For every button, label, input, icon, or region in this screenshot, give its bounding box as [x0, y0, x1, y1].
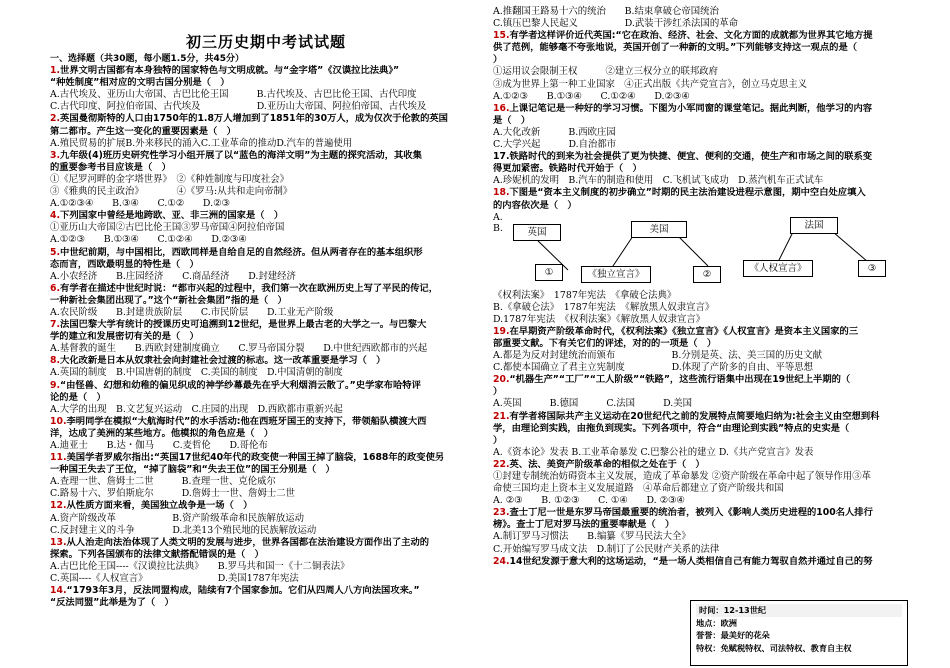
option-line	[493, 6, 908, 18]
line-text: C.路易十六、罗伯斯庇尔 D.詹姆士一世、詹姆士二世	[50, 488, 295, 500]
line-text: “由怪兽、幻想和幼稚的偏见织成的神学纱幕最先在乎大利烟消云散了。”史学家布哈特评	[60, 379, 421, 391]
option-line	[493, 544, 908, 556]
line-text: ①封建专制统治妨碍资本主义发展，造成了革命暴发 ②资产阶级在革命中起了领导作用③革	[493, 471, 871, 482]
option-line	[493, 471, 908, 483]
question-line	[493, 103, 908, 115]
line-text: 榜》。查士丁尼对罗马法的重要奉献是（ ）	[493, 519, 675, 531]
line-text: C.大学兴起 D.自治都市	[493, 139, 617, 151]
line-text: 14世纪发源于意大利的这场运动，“是一场人类相信自己有能力驾驭自然并通过自己的努	[509, 555, 873, 567]
question-line	[493, 326, 908, 338]
line-text: A.制订罗马习惯法 B.编纂《罗马民法大全》	[493, 531, 691, 543]
question-line	[50, 247, 482, 259]
line-text: ）	[493, 54, 503, 66]
line-text: C.反封建主义的斗争 D.北美13个殖民地的民族解放运动	[50, 524, 317, 536]
diagram-box-1: ①	[535, 264, 563, 281]
line-text: 探索。下列各国颁布的法律文献搭配错误的是（ ）	[50, 548, 264, 560]
question-number: 5.	[50, 246, 61, 258]
diagram-country-fr: 法国	[790, 217, 838, 234]
line-text: A.古巴比伦王国----《汉谟拉比法典》 B.罗马共和国一《十二铜表法》	[50, 560, 350, 572]
line-text: A.大化改新 B.西欧庄园	[493, 126, 616, 138]
line-text: C.镇压巴黎人民起义 D.武装干涉红杀法国的革命	[493, 18, 738, 30]
line-text: 有学者在描述中世纪时说：“都市兴起的过程中，我们第一次在欧洲历史上写了平民的传记，	[60, 282, 439, 294]
line-text: “反法同盟”此举是为了（ ）	[50, 597, 174, 609]
option-line	[493, 350, 908, 362]
option-line	[50, 367, 482, 379]
question-line	[50, 428, 482, 440]
left-column	[50, 6, 482, 609]
line-text: 第二都市。产生这一变化的重要因素是（ ）	[50, 125, 236, 137]
question-line	[493, 115, 908, 127]
option-line	[50, 89, 482, 101]
right-question-list-top	[493, 6, 908, 212]
line-text: 命使三国均走上资本主义发展道路 ④革命后都建立了资产阶级共和国	[493, 483, 784, 495]
line-text: 中世纪前期，与中国相比，西欧同样是自给自足的自然经济。但从两者存在的基本组织形	[60, 246, 423, 258]
question-number: 13.	[50, 536, 67, 548]
question-number: 12.	[50, 500, 67, 512]
diagram-box-rights: 《人权宣言》	[743, 260, 813, 277]
line-text: A.农民阶级 B.封建贵族阶层 C.市民阶层 D.工业无产阶级	[50, 306, 334, 318]
line-text: ）	[493, 434, 503, 446]
question-number: 19.	[493, 325, 510, 337]
option-line	[493, 290, 908, 302]
section-heading: 一、选择题（共30题，每小题1.5分，共45分）	[50, 54, 244, 64]
line-text: 《权利法案》 1787年宪法 《拿破仑法典》	[493, 289, 677, 301]
question-line	[50, 210, 482, 222]
line-text: 一种国王失去了王位，“掉了脑袋”和“失去王位”的国王分别是（ ）	[50, 464, 335, 476]
right-question-list-bottom	[493, 290, 908, 568]
line-text: A.英国 B.德国 C.法国 D.美国	[493, 398, 692, 410]
line-text: D.1787年宪法 《权利法案》《解放黑人奴隶宣言》	[493, 313, 706, 325]
diagram-country-us: 美国	[631, 221, 687, 238]
line-text: A.珍妮机的发明 B.汽车的制造和使用 C.飞机试飞成功 D.蒸汽机车正式试车	[493, 175, 824, 187]
line-text: “机器生产”“工厂”“工人阶级”“铁路”，这些流行语集中出现在19世纪上半期的（	[509, 374, 851, 386]
line-text: A.①②③ B.①③④ C.①②④ D.②③④	[493, 90, 690, 102]
info-place: 地点：欧洲	[696, 617, 737, 628]
question-line	[50, 452, 482, 464]
question-line	[50, 162, 482, 174]
question-line	[50, 597, 482, 609]
line-text: A.都是为反对封建统治而颁布 B.分别是英、法、美三国的历史文献	[493, 350, 822, 362]
option-line	[493, 79, 908, 91]
question-line	[493, 435, 908, 447]
question-line	[50, 331, 482, 343]
right-column	[493, 6, 908, 568]
line-text: ①运用议会限制王权 ②建立三权分立的联邦政府	[493, 66, 719, 78]
line-text: A. ②③ B. ①②③ C. ①④ D. ②③④	[493, 495, 685, 507]
line-text: ①《尼罗河畔的金字塔世界》 ②《种姓制度与印度社会》	[50, 173, 290, 185]
option-line	[493, 91, 908, 103]
line-text: A.①②③④ B.③④ C.①② D.②③	[50, 198, 230, 210]
question-number: 8.	[50, 355, 61, 367]
line-text: 下图是“资本主义制度的初步确立”时期的民主法治建设进程示意图，期中空白处应填入	[509, 187, 866, 199]
option-line	[493, 18, 908, 30]
question-number: 2.	[50, 113, 61, 125]
question-line	[50, 283, 482, 295]
line-text: 从性质方面来看，美国独立战争是一场（ ）	[66, 500, 253, 512]
info-time: 时间：12-13世纪	[696, 604, 902, 617]
option-line	[50, 271, 482, 283]
question-number: 7.	[50, 319, 61, 331]
option-line	[493, 483, 908, 495]
question-line	[493, 423, 908, 435]
line-text: 得更加紧密。铁路时代开始于（ ）	[493, 163, 642, 175]
option-line	[50, 573, 482, 585]
question-line	[493, 411, 908, 423]
line-text: 在早期资产阶级革命时代，《权利法案》《独立宣言》《人权宣言》是资本主义国家的三	[509, 325, 859, 337]
line-text: ③成为世界上第一种工业国家 ④正式出版《共产党宣言》，创立马克思主义	[493, 78, 808, 90]
question-number: 14.	[50, 585, 67, 597]
line-text: A.小农经济 B.庄园经济 C.商品经济 D.封建经济	[50, 270, 296, 282]
question-line	[50, 65, 482, 77]
legal-progress-diagram	[493, 211, 908, 288]
question-line	[493, 163, 908, 175]
option-line	[493, 66, 908, 78]
question-line	[493, 507, 908, 519]
line-text: 李明同学在模拟“大航海时代”的水手活动:他在西班牙国王的支持下，带领船队横渡大西	[66, 415, 427, 427]
line-text: 态而言，西欧最明显的特性是（ ）	[50, 258, 199, 270]
question-line	[493, 338, 908, 350]
left-question-list	[50, 65, 482, 609]
line-text: 查士丁尼一世是东罗马帝国最重要的统治者，被列入《影响人类历史进程的100名人排行	[509, 507, 873, 519]
question-line	[50, 380, 482, 392]
line-text: A.资产阶级改革 B.资产阶级革命和民族解放运动	[50, 512, 304, 524]
diagram-box-2: ②	[693, 266, 721, 283]
line-text: A.推翻国王路易十六的统治 B.结束拿破仑帝国统治	[493, 6, 719, 17]
line-text: 是（ ）	[493, 114, 531, 126]
question-line	[493, 386, 908, 398]
option-line	[493, 531, 908, 543]
line-text: 大化改新是日本从奴隶社会向封建社会过渡的标志。这一改革重要是学习（ ）	[60, 355, 386, 367]
line-text: 有学者这样评价近代英国:“它在政治、经济、社会、文化方面的成就都为世界其它地方提	[509, 30, 873, 42]
question-line	[493, 200, 908, 212]
question-line	[50, 500, 482, 512]
line-text: A.迪亚士 B.达・伽马 C.麦哲伦 D.哥伦布	[50, 440, 268, 451]
question-number: 6.	[50, 282, 61, 294]
option-line	[50, 440, 482, 452]
option-line	[50, 404, 482, 416]
line-text: 世界文明古国都有本身独特的国家特色与文明成就。与“金字塔”《汉谟拉比法典》”	[60, 65, 400, 77]
question-line	[50, 416, 482, 428]
question-number: 3.	[50, 149, 61, 161]
question-number: 24.	[493, 555, 510, 567]
question-line	[493, 30, 908, 42]
line-text: A.古代埃及、亚历山大帝国、古巴比伦王国 B.古代埃及、古巴比伦王国、古代印度	[50, 89, 417, 101]
option-line	[50, 186, 482, 198]
option-line	[493, 447, 908, 459]
option-line	[50, 488, 482, 500]
question-number: 10.	[50, 415, 67, 427]
diagram-box-declaration: 《独立宣言》	[581, 266, 651, 283]
option-line	[50, 101, 482, 113]
line-text: ①亚历山大帝国②古巴比伦王国③罗马帝国④阿拉伯帝国	[50, 222, 285, 234]
question-number: 15.	[493, 30, 510, 42]
option-line	[50, 307, 482, 319]
diagram-country-uk: 英国	[513, 224, 561, 241]
question-line	[493, 151, 908, 163]
option-line	[50, 138, 482, 150]
diagram-box-3: ③	[858, 260, 886, 277]
option-line	[493, 495, 908, 507]
exam-title: 初三历史期中考试试题	[185, 33, 346, 51]
line-text: 学的建立和发展密切有关的是（ ）	[50, 331, 199, 343]
line-text: 美国学者罗威尔指出:“英国17世纪40年代的政变使一种国王掉了脑袋，1688年的政变使另	[66, 452, 445, 464]
question-line	[50, 113, 482, 125]
line-text: 有学者将国际共产主义运动在20世纪代之前的发展特点简要地归纳为:社会主义由空想到科	[509, 410, 880, 422]
question-line	[50, 295, 482, 307]
question-number: 16.	[493, 102, 510, 114]
line-text: 供了范例，能够毫不夸张地说，英国开创了一种新的文明。”下列能够支持这一观点的是（	[493, 42, 858, 54]
line-text: C.古代印度、阿拉伯帝国、古代埃及 D.亚历山大帝国、阿拉伯帝国、古代埃及	[50, 101, 427, 113]
diagram-option-a: A.	[493, 211, 503, 223]
line-text: 论的是（ ）	[50, 391, 106, 403]
line-text: A.基督教的诞生 B.西欧封建制度确立 C.罗马帝国分裂 D.中世纪西欧都市的兴起	[50, 343, 428, 355]
question-line	[493, 556, 908, 568]
line-text: A.英国的制度 B.中国唐朝的制度 C.美国的制度 D.中国清朝的制度	[50, 367, 343, 379]
line-text: 英、法、美资产阶级革命的相似之处在于（ ）	[509, 458, 705, 470]
info-reputation: 誉誉：最美好的花朵	[696, 630, 770, 640]
question-line	[50, 464, 482, 476]
option-line	[493, 362, 908, 374]
question-number: 9.	[50, 379, 61, 391]
note-info-box	[690, 600, 908, 666]
option-line	[493, 314, 908, 326]
option-line	[493, 139, 908, 151]
question-line	[493, 187, 908, 199]
question-line	[50, 126, 482, 138]
question-number: 11.	[50, 452, 67, 464]
option-line	[50, 513, 482, 525]
question-line	[493, 459, 908, 471]
line-text: C.都使本国确立了君主立宪制度 D.体现了产阶多的自由、平等思想	[493, 362, 813, 374]
question-number: 23.	[493, 507, 510, 519]
option-line	[50, 561, 482, 573]
line-text: 英国曼彻斯特的人口由1750年的1.8万人增加到了1851年的30万人，成为仅次于伦敦的英国	[60, 113, 448, 125]
line-text: A.大学的出现 B.文艺复兴运动 C.庄园的出现 D.西欧都市重新兴起	[50, 403, 343, 415]
question-line	[493, 42, 908, 54]
option-line	[50, 174, 482, 186]
line-text: ）	[493, 386, 503, 398]
question-number: 20.	[493, 374, 510, 386]
line-text: 九年级(4)班历史研究性学习小组开展了以“蓝色的海洋文明”为主题的探究活动，其收集	[60, 149, 422, 161]
line-text: 的内容依次是（ ）	[493, 199, 577, 211]
option-line	[493, 302, 908, 314]
question-number: 21.	[493, 410, 510, 422]
diagram-option-b: B.	[493, 222, 503, 234]
option-line	[50, 222, 482, 234]
option-line	[493, 127, 908, 139]
line-text: A.《资本论》发表 B.工业革命暴发 C.巴黎公社的建立 D.《共产党宣言》发表	[493, 446, 814, 458]
question-line	[493, 54, 908, 66]
line-text: A.①②③ B.①③④ C.①②④ D.②③④	[50, 234, 247, 246]
question-line	[50, 355, 482, 367]
line-text: C.英国----《人权宣言》 D.美国1787年宪法	[50, 573, 299, 585]
question-number: 4.	[50, 210, 61, 222]
question-line	[493, 519, 908, 531]
line-text: 从人治走向法治体现了人类文明的发展与进步，世界各国都在法治建设方面作出了主动的	[66, 536, 430, 548]
question-line	[50, 549, 482, 561]
line-text: ③《雅典的民主政治》 ④《罗马:从共和走向帝制》	[50, 186, 293, 198]
question-line	[50, 150, 482, 162]
question-number: 22.	[493, 458, 510, 470]
line-text: “种姓制度”相对应的文明古国分别是（ ）	[50, 77, 230, 89]
option-line	[493, 175, 908, 187]
line-text: C.开始编写罗马成文法 D.制订了公民财产关系的法律	[493, 543, 720, 555]
question-line	[50, 259, 482, 271]
option-line	[50, 234, 482, 246]
line-text: 一种新社会集团出现了。”这个“新社会集团”指的是（ ）	[50, 294, 287, 306]
question-line	[50, 585, 482, 597]
line-text: 洋，达成了美洲的某些地方。他模拟的角色应是（ ）	[50, 427, 274, 439]
option-line	[50, 198, 482, 210]
question-line	[50, 77, 482, 89]
info-privilege: 特权：免赋税特权、司法特权、教育自主权	[696, 642, 852, 653]
option-line	[50, 476, 482, 488]
line-text: B.《拿破仑法》 1787年宪法 《解放黑人奴隶宣言》	[493, 301, 715, 313]
option-line	[50, 343, 482, 355]
line-text: A.殖民贸易的扩展B.外来移民的涌入C.工业革命的推动D.汽车的普遍使用	[50, 137, 353, 149]
line-text: 上课记笔记是一种好的学习习惯。下图为小军同窗的课堂笔记。据此判断，他学习的内容	[509, 102, 873, 114]
line-text: 下列国家中曾经是地跨欧、亚、非三洲的国家是（ ）	[60, 210, 284, 222]
question-line	[50, 319, 482, 331]
question-number: 1.	[50, 65, 61, 77]
question-number: 18.	[493, 187, 510, 199]
line-text: 法国巴黎大学有统计的授课历史可追溯到12世纪，是世界上最古老的大学之一。与巴黎大	[60, 319, 427, 331]
line-text: 学，由理论到实践，由拖负到现实。下列各项中，符合“由理论到实践”特点的史实是（	[493, 422, 850, 434]
line-text: “1793年3月，反法同盟构成，陆续有7个国家参加。它们从四周人八方向法国攻来。”	[66, 585, 420, 597]
line-text: 部重要文献。下有关它们的评述，对的的一项是（ ）	[493, 337, 717, 349]
question-line	[50, 537, 482, 549]
option-line	[493, 398, 908, 410]
line-text: A.查理一世、詹姆士二世 B.查理一世、克伦威尔	[50, 476, 276, 488]
option-line	[50, 525, 482, 537]
question-line	[493, 374, 908, 386]
line-text: 17.铁路时代的到来为社会提供了更为快捷、便宜、便利的交通，使生产和市场之间的联系变	[493, 151, 873, 163]
question-line	[50, 392, 482, 404]
line-text: 的重要参考书目应该是（ ）	[50, 161, 171, 173]
